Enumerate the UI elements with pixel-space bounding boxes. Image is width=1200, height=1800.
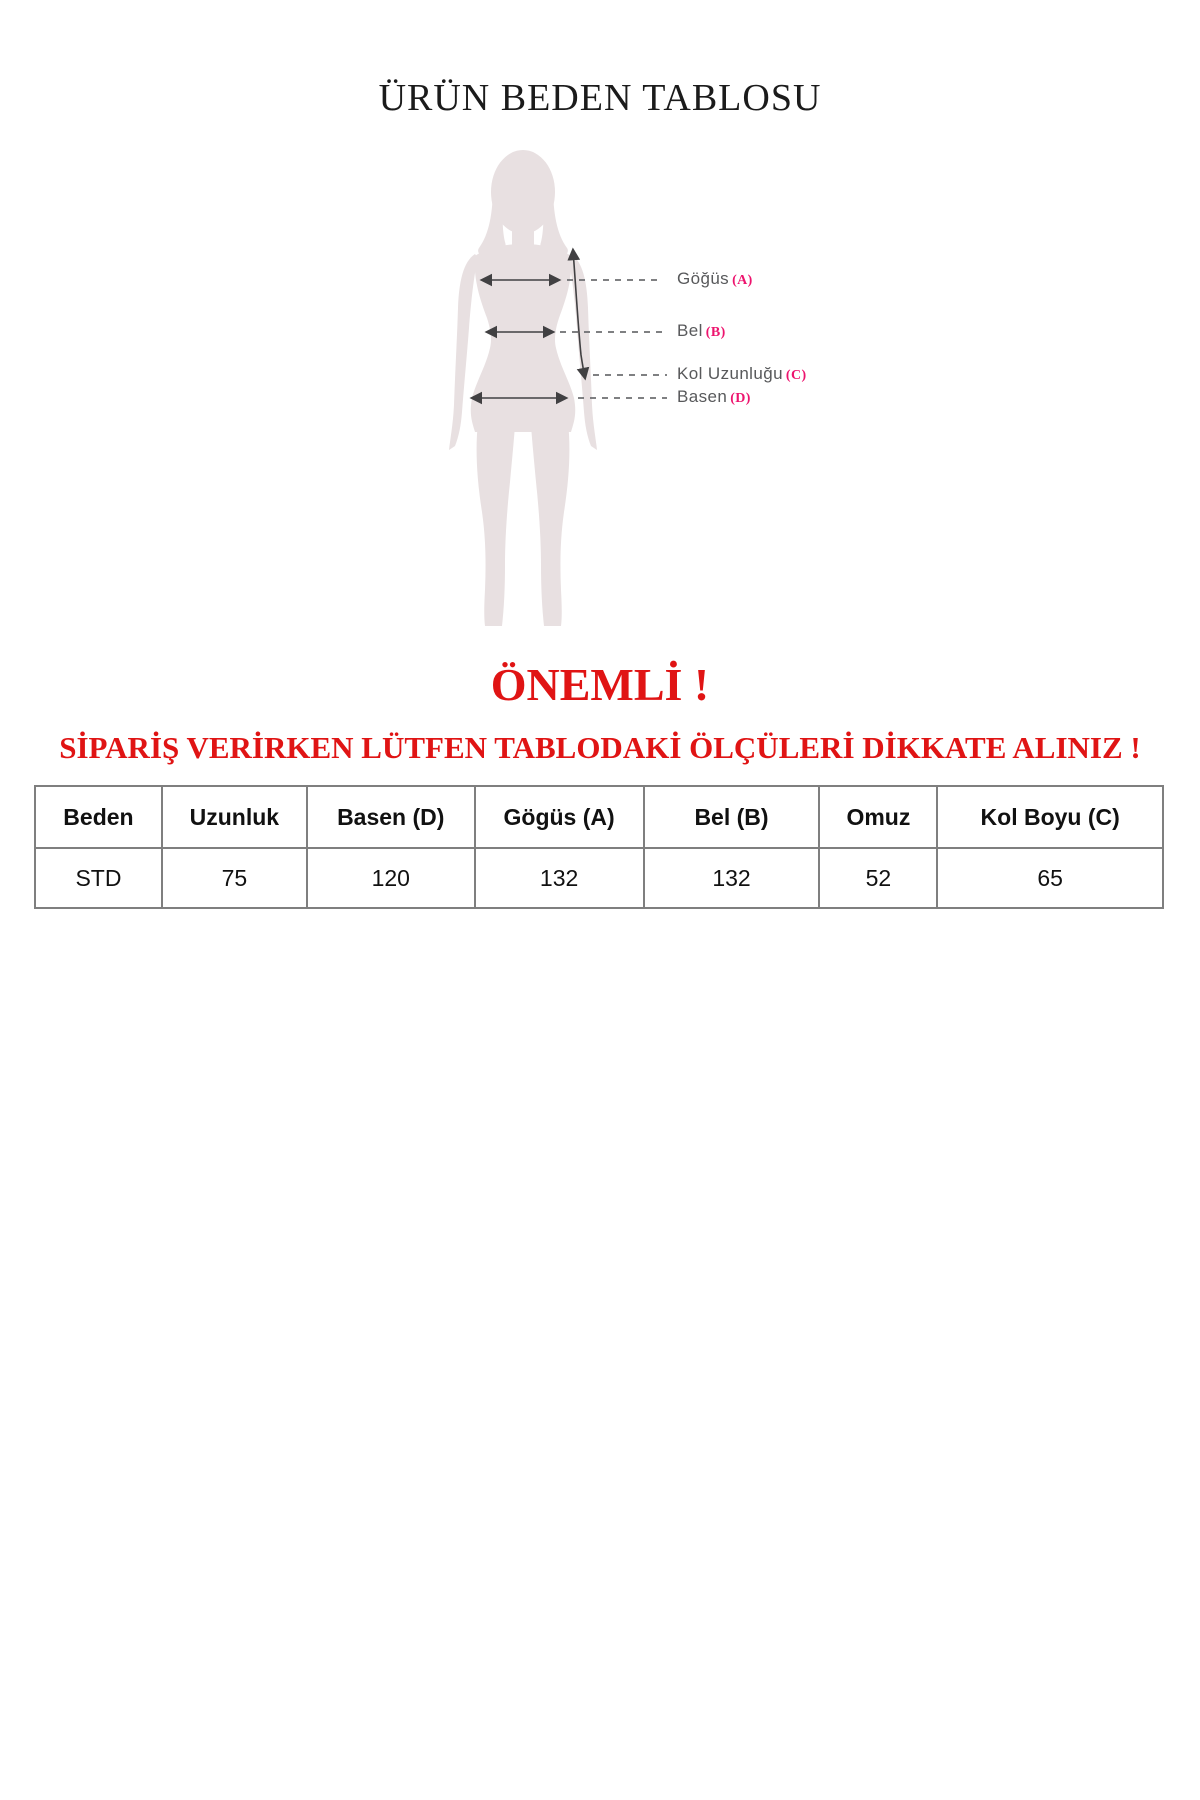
size-table-data-row (35, 848, 1163, 908)
label-chest-text: Göğüs (677, 269, 730, 288)
label-hip-code: (D) (730, 391, 751, 406)
label-hip-text: Basen (677, 387, 728, 406)
header-kol-boyu: Kol Boyu (C) (937, 786, 1163, 848)
header-gogus: Gögüs (A) (475, 786, 644, 848)
cell-basen: 120 (307, 848, 475, 908)
header-basen: Basen (D) (307, 786, 475, 848)
label-waist-text: Bel (677, 321, 703, 340)
cell-bel: 132 (644, 848, 820, 908)
warning-heading: ÖNEMLİ ! (490, 659, 710, 710)
cell-beden: STD (35, 848, 162, 908)
header-beden: Beden (35, 786, 162, 848)
label-arm-length-text: Kol Uzunluğu (677, 364, 783, 383)
warning-subheading: SİPARİŞ VERİRKEN LÜTFEN TABLODAKİ ÖLÇÜLERİ DİKKATE ALINIZ ! (59, 730, 1141, 765)
label-arm-length (677, 364, 807, 386)
header-uzunluk: Uzunluk (162, 786, 307, 848)
header-omuz: Omuz (819, 786, 937, 848)
page-title: ÜRÜN BEDEN TABLOSU (378, 77, 822, 119)
label-waist-code: (B) (705, 325, 726, 340)
label-chest-code: (A) (732, 273, 753, 288)
arm-length-measure-arrow (573, 250, 585, 378)
size-table (34, 785, 1164, 909)
cell-kol-boyu: 65 (937, 848, 1163, 908)
size-table-header-row (35, 786, 1163, 848)
cell-uzunluk: 75 (162, 848, 307, 908)
header-bel: Bel (B) (644, 786, 820, 848)
cell-omuz: 52 (819, 848, 937, 908)
measurement-arrows (430, 140, 810, 670)
label-waist (677, 321, 726, 343)
label-hip (677, 387, 751, 409)
label-chest (677, 269, 753, 291)
label-arm-length-code: (C) (785, 368, 807, 383)
cell-gogus: 132 (475, 848, 644, 908)
